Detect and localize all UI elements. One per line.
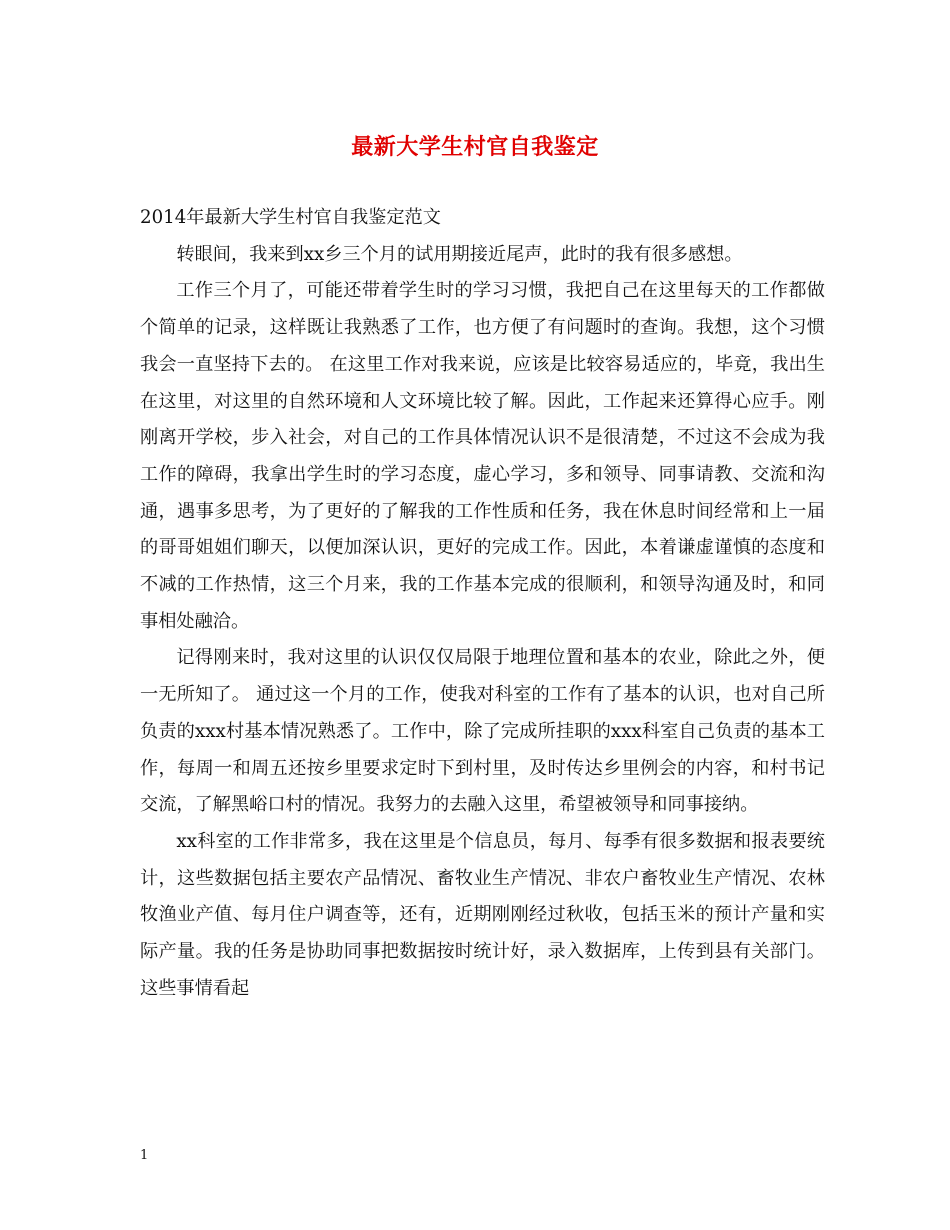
document-title: 最新大学生村官自我鉴定 (351, 135, 599, 160)
document-subtitle: 2014年最新大学生村官自我鉴定范文 (140, 207, 441, 228)
page-number: 1 (140, 1148, 149, 1163)
document-body (140, 200, 825, 1007)
paragraph-2: 工作三个月了，可能还带着学生时的学习习惯，我把自己在这里每天的工作都做个简单的记录，这样既让我熟悉了工作，也方便了有问题时的查询。我想，这个习惯我会一直坚持下去的。 在这里工作对我来说，应该是比较容易适应的，毕竟，我出生在这里，对这里的自然环境和人文环境比较了解。因此，工作起来还算得心应手。刚刚离开学校，步入社会，对自己的工作具体情况认识不是很清楚，不过这不会成为我工作的障碍，我拿出学生时的学习态度，虚心学习，多和领导、同事请教、交流和沟通，遇事多思考，为了更好的了解我的工作性质和任务，我在休息时间经常和上一届的哥哥姐姐们聊天，以便加深认识，更好的完成工作。因此，本着谦虚谨慎的态度和不减的工作热情，这三个月来，我的工作基本完成的很顺利，和领导沟通及时，和同事相处融洽。 (140, 280, 825, 632)
paragraph-4: xx科室的工作非常多，我在这里是个信息员，每月、每季有很多数据和报表要统计，这些数据包括主要农产品情况、畜牧业生产情况、非农户畜牧业生产情况、农林牧渔业产值、每月住户调查等，还有，近期刚刚经过秋收，包括玉米的预计产量和实际产量。我的任务是协助同事把数据按时统计好，录入数据库，上传到县有关部门。这些事情看起 (140, 830, 825, 999)
paragraph-3: 记得刚来时，我对这里的认识仅仅局限于地理位置和基本的农业，除此之外，便一无所知了。 通过这一个月的工作，使我对科室的工作有了基本的认识，也对自己所负责的xxx村基本情况熟悉了。工作中，除了完成所挂职的xxx科室自己负责的基本工作，每周一和周五还按乡里要求定时下到村里，及时传达乡里例会的内容，和村书记交流，了解黑峪口村的情况。我努力的去融入这里，希望被领导和同事接纳。 (140, 647, 825, 816)
paragraph-1: 转眼间，我来到xx乡三个月的试用期接近尾声，此时的我有很多感想。 (176, 243, 743, 265)
